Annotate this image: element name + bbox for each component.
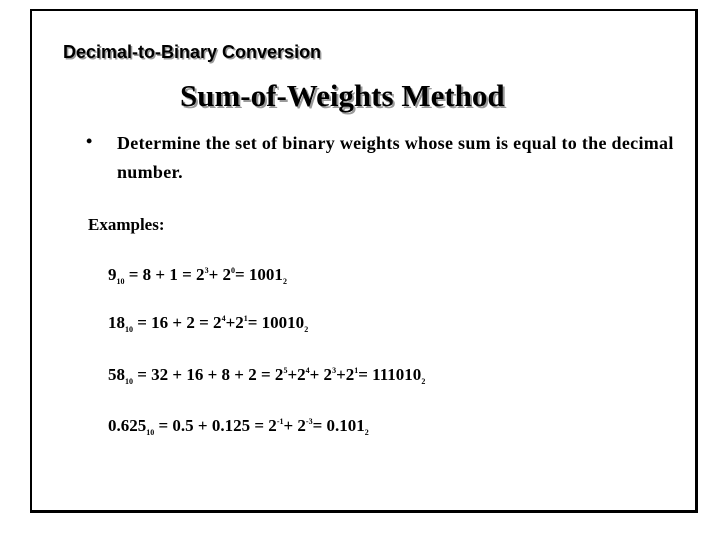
example-lhs: 9 [108, 265, 117, 284]
weight-separator: + 2 [309, 365, 333, 384]
section-title: Decimal-to-Binary Conversion [63, 42, 322, 62]
weight-exponent: 3 [332, 366, 337, 375]
example-sum: = 16 + 2 = 2 [133, 313, 222, 332]
weight-separator: + 2 [283, 416, 306, 435]
example-sum: = 8 + 1 = 2 [124, 265, 205, 284]
weight-exponent: 0 [231, 266, 235, 275]
weight-separator: +2 [225, 313, 244, 332]
example-lhs-base: 10 [116, 277, 125, 286]
weight-exponent: 3 [204, 266, 209, 275]
weight-exponent: 4 [221, 314, 226, 323]
example-9 [108, 265, 287, 285]
bullet-marker: • [86, 131, 93, 151]
example-lhs: 58 [108, 365, 125, 384]
example-result: = 111010 [358, 365, 422, 384]
example-result: = 1001 [235, 265, 283, 284]
example-58 [108, 365, 425, 385]
weight-separator: +2 [287, 365, 306, 384]
example-lhs: 0.625 [108, 416, 147, 435]
weight-exponent: -1 [276, 417, 284, 426]
example-lhs-base: 10 [125, 325, 133, 334]
weight-exponent: 1 [243, 314, 248, 323]
bullet-text: Determine the set of binary weights whose sum is equal to the decimal number. [117, 133, 674, 182]
weight-separator: + 2 [208, 265, 231, 284]
weight-exponent: 1 [354, 366, 359, 375]
example-0-625 [108, 416, 369, 436]
slide-title: Sum-of-Weights Method [180, 78, 505, 113]
example-lhs-base: 10 [125, 377, 133, 386]
weight-exponent: -3 [305, 417, 313, 426]
example-lhs: 18 [108, 313, 125, 332]
example-lhs-base: 10 [146, 428, 155, 437]
weight-exponent: 5 [283, 366, 288, 375]
weight-separator: +2 [336, 365, 355, 384]
example-result-base: 2 [364, 428, 369, 437]
examples-label: Examples: [88, 215, 165, 234]
example-18 [108, 313, 308, 333]
example-sum: = 0.5 + 0.125 = 2 [154, 416, 277, 435]
example-result-base: 2 [421, 377, 426, 386]
example-result-base: 2 [282, 277, 287, 286]
example-result: = 10010 [247, 313, 305, 332]
weight-exponent: 4 [305, 366, 310, 375]
example-result: = 0.101 [312, 416, 365, 435]
example-sum: = 32 + 16 + 8 + 2 = 2 [133, 365, 284, 384]
example-result-base: 2 [304, 325, 309, 334]
